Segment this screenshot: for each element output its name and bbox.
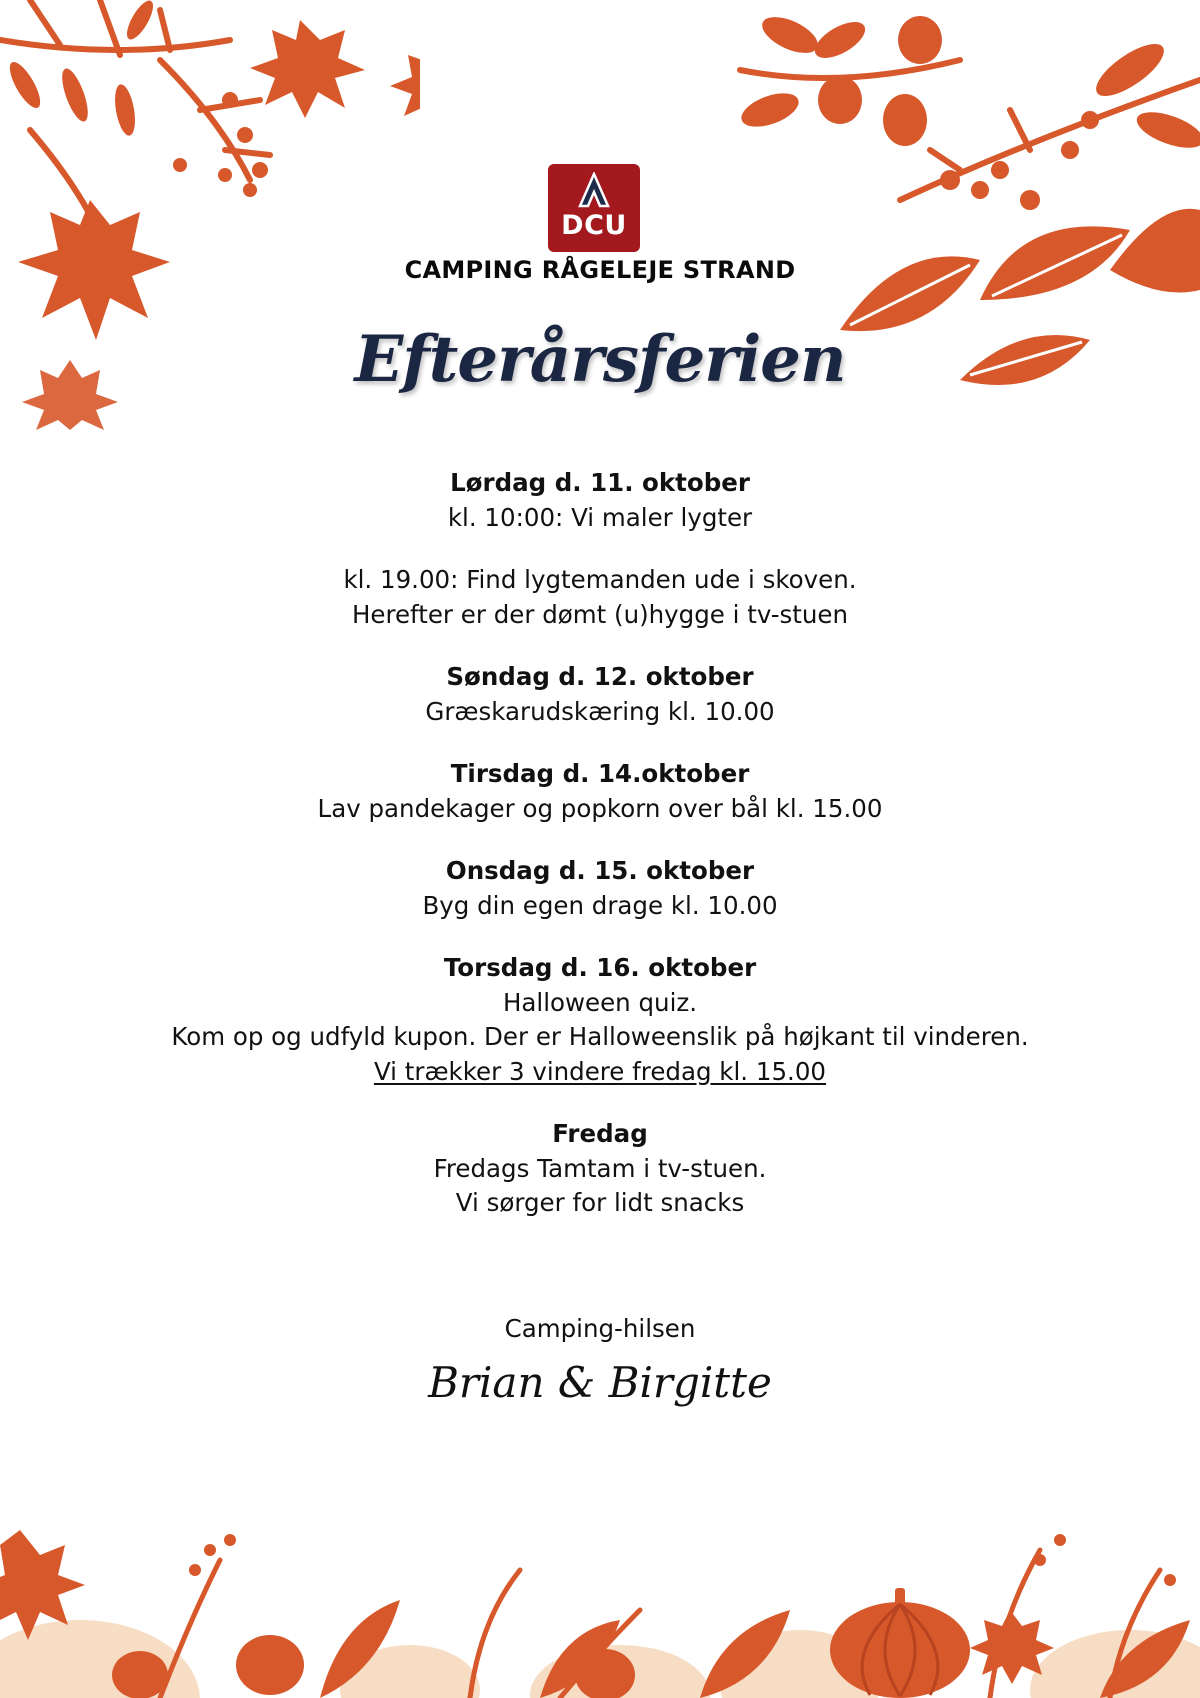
day-title: Onsdag d. 15. oktober	[445, 856, 755, 885]
autumn-pumpkins-bottom-illustration	[0, 1500, 1200, 1698]
schedule-day-thursday	[60, 951, 1140, 1089]
day-title: Torsdag d. 16. oktober	[443, 953, 757, 982]
activity-line: Halloween quiz.	[502, 987, 698, 1017]
schedule-day-tuesday	[60, 757, 1140, 826]
schedule-day-wednesday	[60, 854, 1140, 923]
schedule-day-saturday-evening	[60, 563, 1140, 632]
closing-greeting: Camping-hilsen	[504, 1314, 696, 1343]
activity-line: Byg din egen drage kl. 10.00	[422, 890, 778, 920]
day-title: Tirsdag d. 14.oktober	[450, 759, 750, 788]
activity-line: Kom op og udfyld kupon. Der er Halloweenslik på højkant til vinderen.	[171, 1022, 1029, 1051]
winner-announcement: Vi trækker 3 vindere fredag kl. 15.00	[373, 1056, 827, 1086]
schedule-day-friday	[60, 1117, 1140, 1221]
schedule-day-sunday	[60, 660, 1140, 729]
dcu-logo	[548, 164, 640, 252]
signature: Brian & Birgitte	[428, 1358, 772, 1407]
schedule-day-saturday	[60, 466, 1140, 535]
activity-line: Græskarudskæring kl. 10.00	[425, 696, 775, 726]
page-title: Efterårsferien	[354, 322, 846, 397]
camp-name: CAMPING RÅGELEJE STRAND	[404, 256, 796, 284]
activity-line: Herefter er der dømt (u)hygge i tv-stuen	[351, 599, 849, 629]
activity-line: kl. 19.00: Find lygtemanden ude i skoven.	[343, 565, 857, 594]
day-title: Fredag	[552, 1119, 648, 1148]
activity-line: kl. 10:00: Vi maler lygter	[447, 502, 753, 532]
day-title: Søndag d. 12. oktober	[446, 662, 754, 691]
activity-line: Lav pandekager og popkorn over bål kl. 15.00	[317, 793, 883, 823]
activity-line: Vi sørger for lidt snacks	[455, 1188, 745, 1217]
logo-text: DCU	[561, 210, 627, 241]
day-title: Lørdag d. 11. oktober	[450, 468, 750, 497]
activity-line: Fredags Tamtam i tv-stuen.	[433, 1153, 767, 1183]
activity-schedule	[60, 466, 1140, 1249]
tent-icon	[578, 172, 610, 208]
